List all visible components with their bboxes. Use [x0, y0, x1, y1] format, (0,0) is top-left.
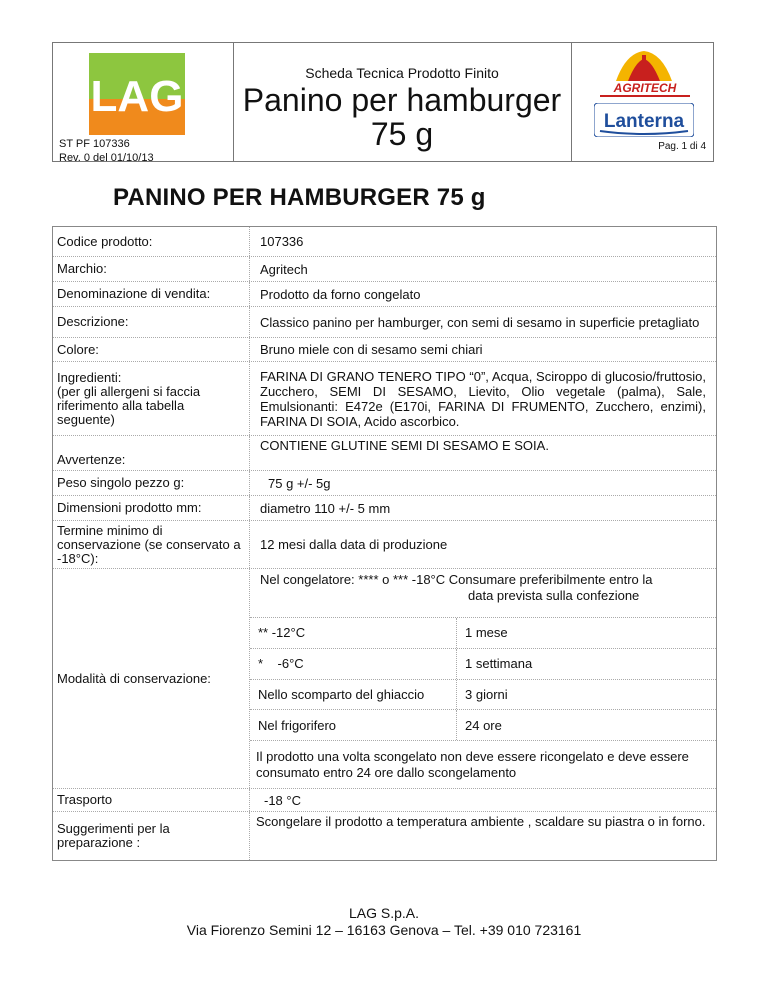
spec-row-suggerimenti — [53, 812, 716, 860]
spec-table — [52, 226, 717, 861]
dimensioni-value: diametro 110 +/- 5 mm — [260, 500, 391, 516]
peso-value: 75 g +/- 5g — [268, 475, 331, 491]
spec-row-marchio — [53, 257, 716, 282]
congelatore-line2: data prevista sulla confezione — [468, 588, 640, 603]
peso-label: Peso singolo pezzo g: — [53, 471, 250, 495]
header-subtitle: Scheda Tecnica Prodotto Finito — [305, 65, 499, 81]
suggerimenti-value: Scongelare il prodotto a temperatura ambiente , scaldare su piastra o in forno. — [256, 814, 706, 829]
agritech-logo — [586, 47, 704, 99]
page-number: Pag. 1 di 4 — [658, 141, 706, 152]
storage-note: Il prodotto una volta scongelato non deve essere ricongelato e deve essere consumato entro 24 ore dallo scongelamento — [256, 749, 689, 781]
colore-value: Bruno miele con di sesamo semi chiari — [260, 342, 483, 357]
ingredienti-value: FARINA DI GRANO TENERO TIPO “0”, Acqua, Sciroppo di glucosio/fruttosio, Zucchero, SEMI DI SESAMO, Lievito, Olio vegetale (palma), Sale, Emulsionanti: E472e (E170i, FARINA DI FRUMENTO, Zucchero, enzimi), FARINA DI SOIA, Acido ascorbico. — [260, 368, 706, 429]
storage-where: ** -12°C — [250, 618, 457, 648]
lag-logo-text: LAG — [90, 72, 184, 121]
header-title-line1: Panino per hamburger — [242, 82, 562, 118]
header-title-line2: 75 g — [370, 116, 434, 152]
spec-row-codice — [53, 227, 716, 257]
document-header — [52, 42, 714, 162]
header-left-cell — [53, 43, 234, 164]
document-revision: Rev. 0 del 01/10/13 — [59, 152, 154, 164]
spec-row-dimensioni — [53, 496, 716, 521]
product-title: PANINO PER HAMBURGER 75 g — [113, 184, 486, 211]
storage-row — [250, 710, 716, 741]
document-code: ST PF 107336 — [59, 138, 130, 150]
document-code-block — [59, 137, 154, 165]
termine-label: Termine minimo di conservazione (se conservato a -18°C): — [53, 521, 250, 568]
lag-logo — [89, 53, 185, 135]
lanterna-logo — [594, 103, 694, 137]
descrizione-value: Classico panino per hamburger, con semi di sesamo in superficie pretagliato — [260, 314, 700, 330]
colore-label: Colore: — [53, 338, 250, 361]
codice-value: 107336 — [260, 234, 304, 249]
spec-row-ingredienti — [53, 362, 716, 436]
spec-row-avvertenze — [53, 436, 716, 471]
storage-time: 24 ore — [465, 717, 502, 733]
storage-where: * -6°C — [250, 649, 457, 679]
avvertenze-value: CONTIENE GLUTINE SEMI DI SESAMO E SOIA. — [260, 438, 549, 453]
ingredienti-label: Ingredienti: (per gli allergeni si faccia riferimento alla tabella seguente) — [53, 362, 250, 435]
avvertenze-label: Avvertenze: — [53, 436, 250, 470]
storage-time: 1 settimana — [465, 656, 533, 672]
trasporto-label: Trasporto — [53, 789, 250, 811]
spec-row-denominazione — [53, 282, 716, 307]
storage-where: Nel frigorifero — [250, 710, 457, 740]
storage-where: Nello scomparto del ghiaccio — [250, 680, 457, 710]
storage-time: 1 mese — [465, 625, 508, 641]
storage-row — [250, 618, 716, 649]
congelatore-text — [250, 569, 716, 618]
header-title — [233, 83, 571, 151]
marchio-label: Marchio: — [53, 257, 250, 281]
lanterna-logo-text: Lanterna — [603, 111, 685, 132]
trasporto-value: -18 °C — [264, 792, 301, 808]
marchio-value: Agritech — [260, 261, 308, 277]
spec-row-descrizione — [53, 307, 716, 338]
storage-row — [250, 649, 716, 680]
spec-row-colore — [53, 338, 716, 362]
congelatore-line1: Nel congelatore: **** o *** -18°C Consumare preferibilmente entro la — [260, 572, 653, 587]
footer-company: LAG S.p.A. — [348, 905, 420, 921]
agritech-logo-text: AGRITECH — [613, 81, 677, 95]
storage-time: 3 giorni — [465, 686, 508, 702]
footer-address: Via Fiorenzo Semini 12 – 16163 Genova – Tel. +39 010 723161 — [186, 922, 582, 938]
denominazione-value: Prodotto da forno congelato — [260, 286, 421, 302]
modalita-label: Modalità di conservazione: — [53, 569, 250, 788]
spec-row-peso — [53, 471, 716, 496]
storage-block — [250, 569, 716, 788]
header-right-cell — [571, 43, 714, 161]
spec-row-termine — [53, 521, 716, 569]
denominazione-label: Denominazione di vendita: — [53, 282, 250, 306]
dimensioni-label: Dimensioni prodotto mm: — [53, 496, 250, 520]
spec-row-trasporto — [53, 789, 716, 812]
storage-row — [250, 680, 716, 711]
codice-label: Codice prodotto: — [53, 227, 250, 256]
termine-value: 12 mesi dalla data di produzione — [260, 537, 448, 552]
descrizione-label: Descrizione: — [53, 307, 250, 337]
suggerimenti-label: Suggerimenti per la preparazione : — [53, 812, 250, 860]
spec-row-modalita — [53, 569, 716, 789]
